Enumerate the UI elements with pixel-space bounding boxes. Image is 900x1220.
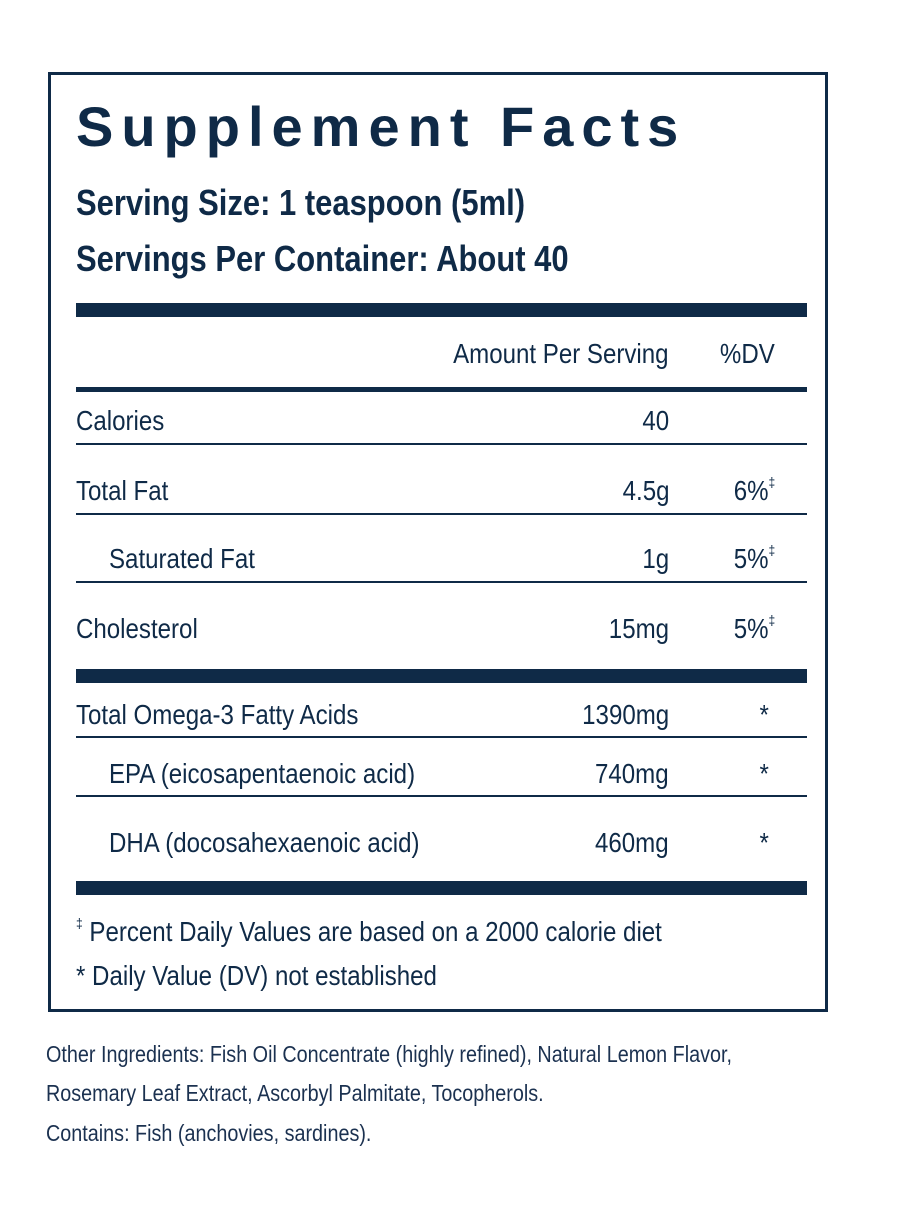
header-amount-per-serving: Amount Per Serving bbox=[453, 338, 669, 369]
omega-amount: 460mg bbox=[595, 827, 669, 858]
divider-header bbox=[76, 387, 807, 392]
omega-dv: * bbox=[759, 699, 769, 730]
dagger-mark: ‡ bbox=[768, 612, 775, 628]
omega-label: Total Omega-3 Fatty Acids bbox=[76, 699, 359, 730]
divider-row bbox=[76, 513, 807, 515]
panel-title: Supplement Facts bbox=[76, 95, 687, 158]
divider-thick bbox=[76, 881, 807, 895]
dagger-mark: ‡ bbox=[76, 915, 83, 931]
nutrient-amount: 40 bbox=[642, 405, 669, 436]
dagger-mark: ‡ bbox=[768, 474, 775, 490]
divider-row bbox=[76, 795, 807, 797]
contains-statement: Contains: Fish (anchovies, sardines). bbox=[46, 1120, 372, 1146]
footnote-dagger: ‡ Percent Daily Values are based on a 2000 calorie diet bbox=[76, 915, 662, 947]
omega-amount: 740mg bbox=[595, 758, 669, 789]
header-dv: %DV bbox=[720, 338, 775, 369]
nutrient-amount: 15mg bbox=[608, 613, 669, 644]
nutrient-dv: 5%‡ bbox=[733, 542, 775, 574]
nutrient-label: Calories bbox=[76, 405, 165, 436]
divider-row bbox=[76, 581, 807, 583]
nutrient-dv: 5%‡ bbox=[733, 612, 775, 644]
other-ingredients-line-1: Other Ingredients: Fish Oil Concentrate (highly refined), Natural Lemon Flavor, bbox=[46, 1041, 733, 1067]
divider-row bbox=[76, 443, 807, 445]
nutrient-label: Total Fat bbox=[76, 475, 169, 506]
omega-dv: * bbox=[759, 827, 769, 858]
supplement-facts-panel bbox=[48, 72, 828, 1012]
nutrient-amount: 4.5g bbox=[622, 475, 669, 506]
divider-row bbox=[76, 736, 807, 738]
nutrient-amount: 1g bbox=[642, 543, 669, 574]
nutrient-label: Cholesterol bbox=[76, 613, 198, 644]
servings-per-container: Servings Per Container: About 40 bbox=[76, 238, 569, 279]
omega-amount: 1390mg bbox=[581, 699, 669, 730]
divider-thick bbox=[76, 303, 807, 317]
divider-thick bbox=[76, 669, 807, 683]
omega-label: DHA (docosahexaenoic acid) bbox=[109, 827, 420, 858]
nutrient-dv: 6%‡ bbox=[733, 474, 775, 506]
omega-label: EPA (eicosapentaenoic acid) bbox=[109, 758, 416, 789]
serving-size: Serving Size: 1 teaspoon (5ml) bbox=[76, 182, 526, 223]
dagger-mark: ‡ bbox=[768, 542, 775, 558]
footnote-star: * Daily Value (DV) not established bbox=[76, 960, 437, 991]
omega-dv: * bbox=[759, 758, 769, 789]
nutrient-label: Saturated Fat bbox=[109, 543, 255, 574]
other-ingredients-line-2: Rosemary Leaf Extract, Ascorbyl Palmitate, Tocopherols. bbox=[46, 1080, 544, 1106]
